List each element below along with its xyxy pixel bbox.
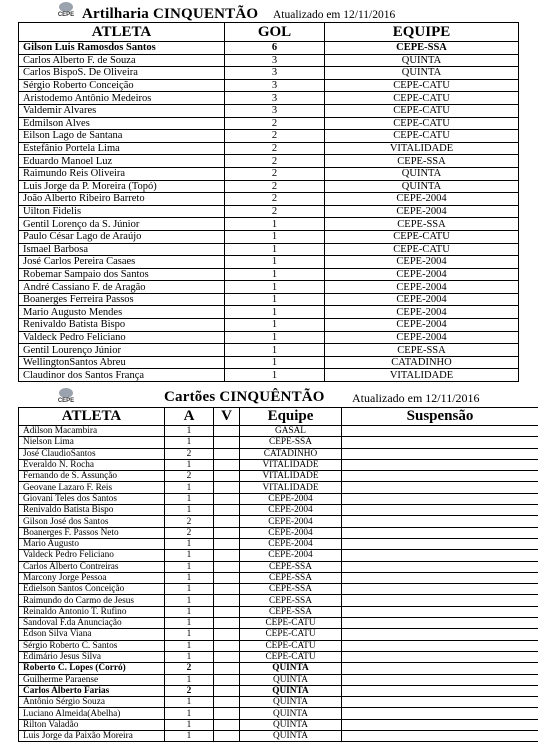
vermelho-cell — [214, 471, 240, 482]
gol-cell: 2 — [225, 117, 325, 130]
atleta-cell: Raimundo do Carmo de Jesus — [19, 595, 165, 606]
vermelho-cell — [214, 640, 240, 651]
gol-cell: 1 — [225, 356, 325, 369]
suspensao-cell — [342, 448, 538, 459]
vermelho-cell — [214, 459, 240, 470]
table-row — [19, 117, 519, 130]
vermelho-cell — [214, 606, 240, 617]
vermelho-cell — [214, 629, 240, 640]
equipe-cell: CEPE-2004 — [325, 281, 519, 294]
table-row — [19, 731, 538, 742]
suspensao-cell — [342, 685, 538, 696]
atleta-cell: Fernando de S. Assunção — [19, 471, 165, 482]
suspensao-cell — [342, 516, 538, 527]
gol-cell: 2 — [225, 193, 325, 206]
amarelo-cell: 1 — [165, 482, 214, 493]
table-row — [19, 482, 538, 493]
table-row — [19, 243, 519, 256]
equipe-cell: CEPE-SSA — [325, 42, 519, 55]
atleta-cell: Carlos Alberto Contreiras — [19, 561, 165, 572]
cartoes-sheet — [0, 386, 538, 754]
suspensao-cell — [342, 527, 538, 538]
table-row — [19, 426, 538, 437]
atleta-cell: Renivaldo Batista Bispo — [19, 319, 225, 332]
vermelho-cell — [214, 697, 240, 708]
atleta-cell: Giovani Teles dos Santos — [19, 493, 165, 504]
gol-cell: 1 — [225, 256, 325, 269]
table-row — [19, 685, 538, 696]
suspensao-cell — [342, 595, 538, 606]
vermelho-cell — [214, 618, 240, 629]
atleta-cell: Eilson Lago de Santana — [19, 130, 225, 143]
atleta-cell: WellingtonSantos Abreu — [19, 356, 225, 369]
equipe-cell: CEPE-2004 — [240, 527, 342, 538]
vermelho-cell — [214, 538, 240, 549]
equipe-cell: CEPE-2004 — [325, 193, 519, 206]
atleta-cell: Sérgio Roberto Conceição — [19, 79, 225, 92]
table-row — [19, 437, 538, 448]
equipe-cell: QUINTA — [240, 685, 342, 696]
vermelho-cell — [214, 505, 240, 516]
vermelho-cell — [214, 527, 240, 538]
atleta-cell: Sandoval F.da Anunciação — [19, 618, 165, 629]
equipe-cell: CEPE-SSA — [240, 606, 342, 617]
table-row — [19, 293, 519, 306]
amarelo-cell: 1 — [165, 426, 214, 437]
table-row — [19, 572, 538, 583]
equipe-cell: CEPE-CATU — [240, 618, 342, 629]
table-row — [19, 356, 519, 369]
suspensao-cell — [342, 437, 538, 448]
equipe-cell: CEPE-2004 — [240, 505, 342, 516]
atleta-cell: Antônio Sérgio Souza — [19, 697, 165, 708]
table-row — [19, 629, 538, 640]
atleta-cell: Renivaldo Batista Bispo — [19, 505, 165, 516]
equipe-cell: CEPE-SSA — [325, 155, 519, 168]
vermelho-cell — [214, 493, 240, 504]
atleta-cell: Edimário Jesus Silva — [19, 651, 165, 662]
table-row — [19, 155, 519, 168]
table-row — [19, 708, 538, 719]
atleta-cell: Raimundo Reis Oliveira — [19, 167, 225, 180]
gol-cell: 2 — [225, 205, 325, 218]
gol-cell: 1 — [225, 268, 325, 281]
table-row — [19, 193, 519, 206]
equipe-cell: CEPE-SSA — [325, 344, 519, 357]
suspensao-cell — [342, 538, 538, 549]
table-row — [19, 130, 519, 143]
col-header-atleta: ATLETA — [19, 408, 165, 426]
vermelho-cell — [214, 708, 240, 719]
atleta-cell: Carlos Alberto F. de Souza — [19, 54, 225, 67]
gol-cell: 1 — [225, 331, 325, 344]
amarelo-cell: 2 — [165, 448, 214, 459]
atleta-cell: Uilton Fidelis — [19, 205, 225, 218]
amarelo-cell: 2 — [165, 516, 214, 527]
equipe-cell: CEPE-SSA — [240, 584, 342, 595]
gol-cell: 1 — [225, 281, 325, 294]
suspensao-cell — [342, 459, 538, 470]
equipe-cell: CEPE-SSA — [240, 561, 342, 572]
atleta-cell: Sérgio Roberto C. Santos — [19, 640, 165, 651]
table-row — [19, 493, 538, 504]
gol-cell: 2 — [225, 180, 325, 193]
suspensao-cell — [342, 471, 538, 482]
equipe-cell: QUINTA — [325, 67, 519, 80]
vermelho-cell — [214, 426, 240, 437]
vermelho-cell — [214, 685, 240, 696]
cepe-logo-icon: CEPE — [54, 388, 78, 406]
table-row — [19, 663, 538, 674]
table-row — [19, 674, 538, 685]
atleta-cell: Ismael Barbosa — [19, 243, 225, 256]
artilharia-header — [0, 0, 538, 22]
equipe-cell: QUINTA — [325, 180, 519, 193]
equipe-cell: QUINTA — [240, 663, 342, 674]
suspensao-cell — [342, 663, 538, 674]
table-row — [19, 584, 538, 595]
atleta-cell: João Alberto Ribeiro Barreto — [19, 193, 225, 206]
equipe-cell: CATADINHO — [325, 356, 519, 369]
atleta-cell: Edmilson Alves — [19, 117, 225, 130]
artilharia-updated: Atualizado em 12/11/2016 — [273, 9, 396, 21]
equipe-cell: CEPE-SSA — [240, 595, 342, 606]
atleta-cell: Boanerges Ferreira Passos — [19, 293, 225, 306]
table-row — [19, 595, 538, 606]
col-header-equipe: Equipe — [240, 408, 342, 426]
equipe-cell: CEPE-CATU — [325, 79, 519, 92]
suspensao-cell — [342, 640, 538, 651]
amarelo-cell: 1 — [165, 595, 214, 606]
gol-cell: 1 — [225, 344, 325, 357]
artilharia-header-row — [19, 23, 519, 42]
table-row — [19, 54, 519, 67]
col-header-amarelo: A — [165, 408, 214, 426]
equipe-cell: CEPE-CATU — [240, 651, 342, 662]
atleta-cell: Adilson Macambira — [19, 426, 165, 437]
atleta-cell: Mario Augusto — [19, 538, 165, 549]
table-row — [19, 505, 538, 516]
atleta-cell: Geovane Lazaro F. Reis — [19, 482, 165, 493]
col-header-equipe: EQUIPE — [325, 23, 519, 42]
atleta-cell: Paulo César Lago de Araújo — [19, 230, 225, 243]
gol-cell: 3 — [225, 67, 325, 80]
suspensao-cell — [342, 505, 538, 516]
equipe-cell: CEPE-CATU — [240, 629, 342, 640]
amarelo-cell: 2 — [165, 471, 214, 482]
equipe-cell: CEPE-2004 — [325, 293, 519, 306]
equipe-cell: CATADINHO — [240, 448, 342, 459]
equipe-cell: QUINTA — [240, 719, 342, 730]
atleta-cell: Valdeck Pedro Feliciano — [19, 331, 225, 344]
atleta-cell: Valdemir Alvares — [19, 104, 225, 117]
amarelo-cell: 1 — [165, 674, 214, 685]
suspensao-cell — [342, 651, 538, 662]
amarelo-cell: 1 — [165, 550, 214, 561]
atleta-cell: Carlos BispoS. De Oliveira — [19, 67, 225, 80]
suspensao-cell — [342, 606, 538, 617]
gol-cell: 2 — [225, 142, 325, 155]
equipe-cell: GASAL — [240, 426, 342, 437]
suspensao-cell — [342, 572, 538, 583]
amarelo-cell: 1 — [165, 708, 214, 719]
equipe-cell: CEPE-2004 — [325, 205, 519, 218]
suspensao-cell — [342, 584, 538, 595]
suspensao-cell — [342, 550, 538, 561]
equipe-cell: CEPE-2004 — [325, 268, 519, 281]
gol-cell: 2 — [225, 155, 325, 168]
artilharia-title: Artilharia CINQUENTÃO — [82, 6, 259, 22]
amarelo-cell: 1 — [165, 618, 214, 629]
suspensao-cell — [342, 629, 538, 640]
table-row — [19, 306, 519, 319]
gol-cell: 1 — [225, 243, 325, 256]
gol-cell: 2 — [225, 167, 325, 180]
col-header-vermelho: V — [214, 408, 240, 426]
suspensao-cell — [342, 674, 538, 685]
atleta-cell: André Cassiano F. de Aragão — [19, 281, 225, 294]
atleta-cell: Luis Jorge da Paixão Moreira — [19, 731, 165, 742]
amarelo-cell: 1 — [165, 651, 214, 662]
atleta-cell: Valdeck Pedro Feliciano — [19, 550, 165, 561]
vermelho-cell — [214, 561, 240, 572]
gol-cell: 1 — [225, 369, 325, 382]
equipe-cell: CEPE-2004 — [325, 331, 519, 344]
equipe-cell: CEPE-CATU — [325, 243, 519, 256]
table-row — [19, 516, 538, 527]
cartoes-header — [0, 386, 538, 407]
atleta-cell: Gentil Lorenço da S. Júnior — [19, 218, 225, 231]
equipe-cell: QUINTA — [325, 54, 519, 67]
table-row — [19, 459, 538, 470]
equipe-cell: CEPE-SSA — [240, 572, 342, 583]
table-row — [19, 142, 519, 155]
table-row — [19, 180, 519, 193]
amarelo-cell: 1 — [165, 640, 214, 651]
suspensao-cell — [342, 618, 538, 629]
vermelho-cell — [214, 437, 240, 448]
atleta-cell: Eduardo Manoel Luz — [19, 155, 225, 168]
atleta-cell: Edson Silva Viana — [19, 629, 165, 640]
table-row — [19, 230, 519, 243]
amarelo-cell: 1 — [165, 538, 214, 549]
atleta-cell: Estefânio Portela Lima — [19, 142, 225, 155]
equipe-cell: CEPE-2004 — [240, 493, 342, 504]
amarelo-cell: 2 — [165, 527, 214, 538]
cartoes-header-row — [19, 408, 538, 426]
equipe-cell: VITALIDADE — [240, 459, 342, 470]
suspensao-cell — [342, 719, 538, 730]
table-row — [19, 79, 519, 92]
equipe-cell: QUINTA — [240, 697, 342, 708]
table-row — [19, 42, 519, 55]
equipe-cell: CEPE-2004 — [325, 256, 519, 269]
artilharia-table — [18, 22, 519, 382]
table-row — [19, 550, 538, 561]
atleta-cell: Gilson Luis Ramosdos Santos — [19, 42, 225, 55]
atleta-cell: Claudinor dos Santos França — [19, 369, 225, 382]
table-row — [19, 92, 519, 105]
atleta-cell: Gilson José dos Santos — [19, 516, 165, 527]
table-row — [19, 67, 519, 80]
gol-cell: 1 — [225, 230, 325, 243]
vermelho-cell — [214, 663, 240, 674]
vermelho-cell — [214, 448, 240, 459]
gol-cell: 1 — [225, 218, 325, 231]
vermelho-cell — [214, 550, 240, 561]
suspensao-cell — [342, 561, 538, 572]
equipe-cell: QUINTA — [240, 708, 342, 719]
gol-cell: 3 — [225, 54, 325, 67]
gol-cell: 3 — [225, 79, 325, 92]
table-row — [19, 369, 519, 382]
equipe-cell: CEPE-2004 — [240, 516, 342, 527]
amarelo-cell: 1 — [165, 719, 214, 730]
amarelo-cell: 1 — [165, 584, 214, 595]
equipe-cell: CEPE-2004 — [325, 306, 519, 319]
vermelho-cell — [214, 584, 240, 595]
table-row — [19, 561, 538, 572]
equipe-cell: CEPE-CATU — [325, 130, 519, 143]
equipe-cell: VITALIDADE — [325, 369, 519, 382]
suspensao-cell — [342, 731, 538, 742]
equipe-cell: QUINTA — [240, 674, 342, 685]
col-header-atleta: ATLETA — [19, 23, 225, 42]
table-row — [19, 697, 538, 708]
vermelho-cell — [214, 595, 240, 606]
gol-cell: 3 — [225, 104, 325, 117]
equipe-cell: CEPE-CATU — [325, 104, 519, 117]
cartoes-updated: Atualizado em 12/11/2016 — [352, 391, 480, 405]
gol-cell: 1 — [225, 293, 325, 306]
atleta-cell: Mario Augusto Mendes — [19, 306, 225, 319]
atleta-cell: Luciano Almeida(Abelha) — [19, 708, 165, 719]
amarelo-cell: 1 — [165, 561, 214, 572]
amarelo-cell: 1 — [165, 606, 214, 617]
equipe-cell: QUINTA — [240, 731, 342, 742]
col-header-gol: GOL — [225, 23, 325, 42]
equipe-cell: CEPE-CATU — [240, 640, 342, 651]
atleta-cell: Carlos Alberto Farias — [19, 685, 165, 696]
equipe-cell: QUINTA — [325, 167, 519, 180]
atleta-cell: Rilton Valadão — [19, 719, 165, 730]
table-row — [19, 471, 538, 482]
table-row — [19, 331, 519, 344]
vermelho-cell — [214, 674, 240, 685]
vermelho-cell — [214, 651, 240, 662]
gol-cell: 2 — [225, 130, 325, 143]
vermelho-cell — [214, 482, 240, 493]
suspensao-cell — [342, 697, 538, 708]
table-row — [19, 618, 538, 629]
cartoes-table — [18, 407, 538, 742]
atleta-cell: José ClaudioSantos — [19, 448, 165, 459]
amarelo-cell: 2 — [165, 685, 214, 696]
atleta-cell: Guilherme Paraense — [19, 674, 165, 685]
vermelho-cell — [214, 731, 240, 742]
table-row — [19, 218, 519, 231]
equipe-cell: VITALIDADE — [325, 142, 519, 155]
vermelho-cell — [214, 572, 240, 583]
table-row — [19, 344, 519, 357]
atleta-cell: Boanerges F. Passos Neto — [19, 527, 165, 538]
amarelo-cell: 1 — [165, 505, 214, 516]
atleta-cell: Luis Jorge da P. Moreira (Topó) — [19, 180, 225, 193]
table-row — [19, 606, 538, 617]
amarelo-cell: 1 — [165, 459, 214, 470]
gol-cell: 6 — [225, 42, 325, 55]
gol-cell: 1 — [225, 306, 325, 319]
equipe-cell: VITALIDADE — [240, 482, 342, 493]
atleta-cell: Roberto C. Lopes (Corró) — [19, 663, 165, 674]
atleta-cell: Edielson Santos Conceição — [19, 584, 165, 595]
gol-cell: 3 — [225, 92, 325, 105]
atleta-cell: Gentil Lourenço Júnior — [19, 344, 225, 357]
table-row — [19, 719, 538, 730]
amarelo-cell: 1 — [165, 731, 214, 742]
vermelho-cell — [214, 719, 240, 730]
gol-cell: 1 — [225, 319, 325, 332]
equipe-cell: CEPE-CATU — [325, 230, 519, 243]
table-row — [19, 281, 519, 294]
table-row — [19, 538, 538, 549]
atleta-cell: Aristodemo Antônio Medeiros — [19, 92, 225, 105]
suspensao-cell — [342, 482, 538, 493]
atleta-cell: Robemar Sampaio dos Santos — [19, 268, 225, 281]
atleta-cell: José Carlos Pereira Casaes — [19, 256, 225, 269]
table-row — [19, 527, 538, 538]
amarelo-cell: 2 — [165, 663, 214, 674]
equipe-cell: CEPE-CATU — [325, 92, 519, 105]
atleta-cell: Reinaldo Antonio T. Rufino — [19, 606, 165, 617]
equipe-cell: CEPE-CATU — [325, 117, 519, 130]
table-row — [19, 640, 538, 651]
amarelo-cell: 1 — [165, 697, 214, 708]
amarelo-cell: 1 — [165, 493, 214, 504]
table-row — [19, 256, 519, 269]
amarelo-cell: 1 — [165, 437, 214, 448]
table-row — [19, 651, 538, 662]
amarelo-cell: 1 — [165, 572, 214, 583]
amarelo-cell: 1 — [165, 629, 214, 640]
table-row — [19, 104, 519, 117]
suspensao-cell — [342, 426, 538, 437]
equipe-cell: VITALIDADE — [240, 471, 342, 482]
suspensao-cell — [342, 493, 538, 504]
equipe-cell: CEPE-2004 — [240, 550, 342, 561]
atleta-cell: Marcony Jorge Pessoa — [19, 572, 165, 583]
suspensao-cell — [342, 708, 538, 719]
equipe-cell: CEPE-2004 — [325, 319, 519, 332]
table-row — [19, 448, 538, 459]
cepe-logo-icon: CEPE — [54, 2, 78, 20]
col-header-suspensao: Suspensão — [342, 408, 538, 426]
equipe-cell: CEPE-2004 — [240, 538, 342, 549]
atleta-cell: Nielson Lima — [19, 437, 165, 448]
table-row — [19, 319, 519, 332]
equipe-cell: CEPE-SSA — [240, 437, 342, 448]
vermelho-cell — [214, 516, 240, 527]
cartoes-title: Cartões CINQUÊNTÃO — [164, 389, 325, 405]
table-row — [19, 167, 519, 180]
table-row — [19, 205, 519, 218]
atleta-cell: Everaldo N. Rocha — [19, 459, 165, 470]
equipe-cell: CEPE-SSA — [325, 218, 519, 231]
table-row — [19, 268, 519, 281]
